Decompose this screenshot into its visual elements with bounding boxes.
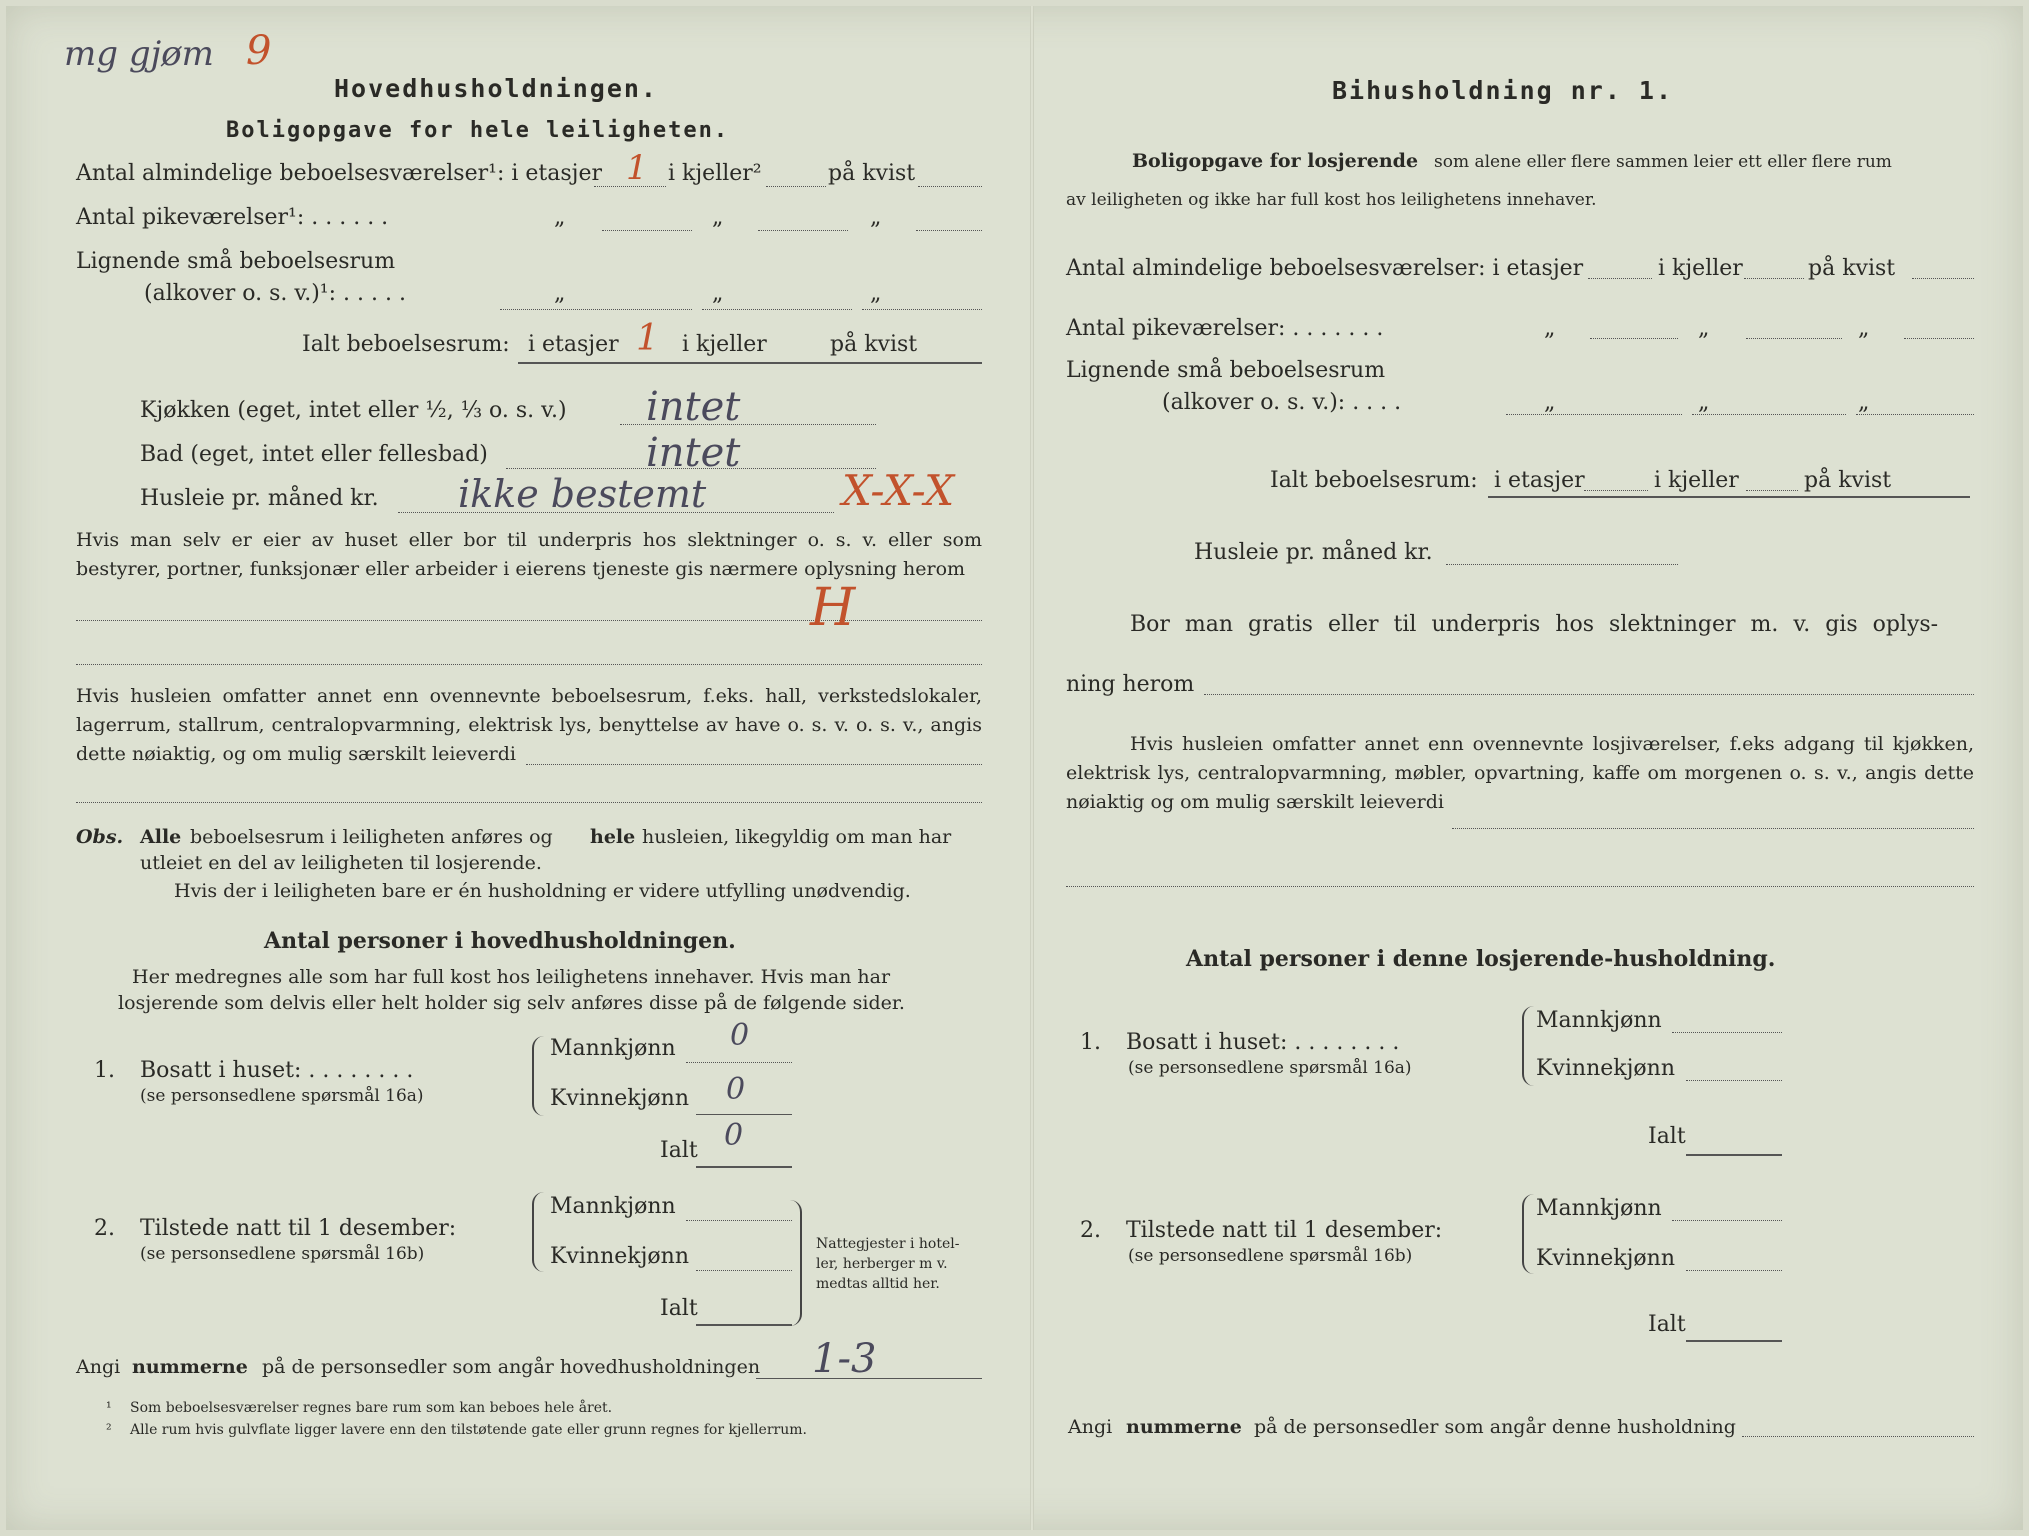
q1-male-value: 0 <box>730 1018 750 1053</box>
right-title: Bihusholdning nr. 1. <box>1332 76 1674 105</box>
left-title: Hovedhusholdningen. <box>334 74 658 103</box>
total-field-line <box>1686 1340 1782 1342</box>
rent-value: ikke bestemt <box>458 472 707 516</box>
field-line <box>916 230 982 231</box>
handwritten-annotation: mg gjøm <box>64 34 214 74</box>
kvist-field-line <box>918 186 982 187</box>
ditto-mark: „ <box>712 281 724 306</box>
lodger-intro: av leiligheten og ikke har full kost hos leilighetens innehaver. <box>1066 190 1597 210</box>
note-line: ler, herberger m v. <box>816 1256 948 1272</box>
male-field-line <box>686 1062 792 1063</box>
rent-includes-instruction: Hvis husleien omfatter annet enn ovennevnte losjiværelser, f.eks adgang til kjøkken, elektrisk lys, centralopvarmning, møbler, opvartning, kaffe om morgenen o. s. v., angis dette nøiaktig og om mulig særskilt leieverdi <box>1066 733 1974 813</box>
angi-label: nummerne <box>132 1356 248 1378</box>
ditto-mark: „ <box>870 205 882 230</box>
kvist-label: på kvist <box>828 161 916 186</box>
kvist-label: på kvist <box>1808 256 1896 281</box>
male-label: Mannkjønn <box>1536 1008 1662 1033</box>
question-reference: (se personsedlene spørsmål 16b) <box>1128 1246 1413 1266</box>
footnote-number: ² <box>106 1422 112 1438</box>
ditto-mark: „ <box>1698 390 1710 415</box>
rent-includes-field-line-2 <box>1066 886 1974 887</box>
bracket <box>1522 1194 1534 1274</box>
female-field-line <box>1686 1270 1782 1271</box>
question-reference: (se personsedlene spørsmål 16b) <box>140 1244 425 1264</box>
field-line <box>1912 278 1974 279</box>
free-lodging-field-line <box>1204 694 1974 695</box>
question-number: 1. <box>1080 1030 1101 1055</box>
ditto-mark: „ <box>1544 390 1556 415</box>
footnote-number: ¹ <box>106 1400 112 1416</box>
rent-field-line <box>1446 564 1678 565</box>
male-label: Mannkjønn <box>1536 1196 1662 1221</box>
obs-text: Alle <box>140 826 182 848</box>
field-line <box>1588 278 1652 279</box>
etasjer-value: 1 <box>626 148 648 188</box>
ditto-mark: „ <box>1698 316 1710 341</box>
etasjer-label: i etasjer <box>1494 468 1585 493</box>
total-line <box>518 362 982 364</box>
question-number: 2. <box>94 1216 115 1241</box>
field-line <box>1692 414 1846 415</box>
small-rooms-label: Lignende små beboelsesrum <box>76 249 396 274</box>
angi-label: på de personsedler som angår denne husholdning <box>1254 1416 1736 1438</box>
rent-cross-marks: X-X-X <box>842 466 955 515</box>
q1-female-value: 0 <box>726 1072 746 1107</box>
field-line <box>1590 338 1678 339</box>
present-label: Tilstede natt til 1 desember: <box>140 1216 457 1241</box>
female-field-line <box>696 1114 792 1115</box>
field-line <box>1904 338 1974 339</box>
field-line <box>862 309 982 310</box>
persons-heading: Antal personer i hovedhusholdningen. <box>264 928 736 954</box>
field-line <box>1746 338 1842 339</box>
obs-text: beboelsesrum i leiligheten anføres og <box>190 826 553 848</box>
resident-label: Bosatt i huset: . . . . . . . . <box>1126 1030 1400 1055</box>
bracket <box>1522 1006 1534 1086</box>
footnote-2: Alle rum hvis gulvflate ligger lavere enn den tilstøtende gate eller grunn regnes for kjellerrum. <box>130 1422 807 1438</box>
owner-instruction: Hvis man selv er eier av huset eller bor til underpris hos slektninger o. s. v. eller som bestyrer, portner, funksjonær eller arbeider i eierens tjeneste gis nærmere oplysning herom <box>76 529 982 580</box>
question-number: 2. <box>1080 1218 1101 1243</box>
present-label: Tilstede natt til 1 desember: <box>1126 1218 1443 1243</box>
ditto-mark: „ <box>554 281 566 306</box>
kvist-label: på kvist <box>1804 468 1892 493</box>
field-line <box>702 309 852 310</box>
resident-label: Bosatt i huset: . . . . . . . . <box>140 1058 414 1083</box>
obs-text: Hvis der i leiligheten bare er én husholdning er videre utfylling unødvendig. <box>174 880 911 902</box>
persons-heading: Antal personer i denne losjerende-husholdning. <box>1186 946 1776 972</box>
female-field-line <box>1686 1080 1782 1081</box>
kjeller-label: i kjeller <box>682 332 767 357</box>
obs-text: husleien, likegyldig om man har <box>642 826 952 848</box>
total-label: Ialt <box>1648 1124 1686 1149</box>
total-label: Ialt <box>660 1296 698 1321</box>
maid-rooms-label: Antal pikeværelser: . . . . . . . <box>1066 316 1384 341</box>
total-field-line <box>696 1324 792 1326</box>
female-label: Kvinnekjønn <box>550 1086 689 1111</box>
bracket <box>532 1036 544 1116</box>
field-line <box>500 309 692 310</box>
kjeller-label: i kjeller² <box>668 161 762 186</box>
ditto-mark: „ <box>870 281 882 306</box>
persons-instruction: losjerende som delvis eller helt holder sig selv anføres disse på de følgende sider. <box>118 992 905 1014</box>
kvist-label: på kvist <box>830 332 918 357</box>
female-field-line <box>696 1270 792 1271</box>
room-count-label: Antal almindelige beboelsesværelser¹: i etasjer <box>76 161 603 186</box>
question-number: 1. <box>94 1058 115 1083</box>
handwritten-mark: H <box>810 578 856 638</box>
owner-field-line-2 <box>76 664 982 665</box>
lodger-intro: som alene eller flere sammen leier ett eller flere rum <box>1434 152 1892 172</box>
angi-label: Angi <box>76 1356 121 1378</box>
field-line <box>1584 490 1648 491</box>
field-line <box>1506 414 1682 415</box>
female-label: Kvinnekjønn <box>1536 1056 1675 1081</box>
maid-rooms-label: Antal pikeværelser¹: . . . . . . <box>76 205 389 230</box>
free-lodging-text: Bor man gratis eller til underpris hos slektninger m. v. gis oplys- <box>1130 612 1939 637</box>
field-line <box>1856 414 1974 415</box>
obs-text: utleiet en del av leiligheten til losjerende. <box>140 852 542 874</box>
ditto-mark: „ <box>1858 390 1870 415</box>
male-label: Mannkjønn <box>550 1036 676 1061</box>
census-form-sheet <box>6 6 2023 1530</box>
etasjer-label: i etasjer <box>528 332 619 357</box>
rent-includes-instruction: Hvis husleien omfatter annet enn ovennevnte beboelsesrum, f.eks. hall, verkstedslokaler, lagerrum, stallrum, centralopvarmning, elektrisk lys, benyttelse av have o. s. v. o. s. v., angis dette nøiaktig, og om mulig særskilt leieverdi <box>76 685 982 765</box>
persons-instruction: Her medregnes alle som har full kost hos leilighetens innehaver. Hvis man har <box>132 966 891 988</box>
female-label: Kvinnekjønn <box>1536 1246 1675 1271</box>
male-label: Mannkjønn <box>550 1194 676 1219</box>
lodger-intro: Boligopgave for losjerende <box>1132 150 1419 172</box>
total-label: Ialt <box>660 1138 698 1163</box>
angi-label: Angi <box>1068 1416 1113 1438</box>
male-field-line <box>1672 1220 1782 1221</box>
left-subtitle: Boligopgave for hele leiligheten. <box>226 118 730 143</box>
room-count-label: Antal almindelige beboelsesværelser: i etasjer <box>1066 256 1584 281</box>
total-label: Ialt <box>1648 1312 1686 1337</box>
obs-text: hele <box>590 826 636 848</box>
total-etasjer-value: 1 <box>636 318 659 359</box>
ditto-mark: „ <box>554 205 566 230</box>
male-field-line <box>1672 1032 1782 1033</box>
kitchen-label: Kjøkken (eget, intet eller ½, ⅓ o. s. v.) <box>140 398 567 423</box>
kjeller-field-line <box>766 186 826 187</box>
total-field-line <box>1686 1154 1782 1156</box>
bath-label: Bad (eget, intet eller fellesbad) <box>140 442 488 467</box>
question-reference: (se personsedlene spørsmål 16a) <box>1128 1058 1412 1078</box>
ditto-mark: „ <box>1544 316 1556 341</box>
rent-label: Husleie pr. måned kr. <box>1194 540 1433 565</box>
small-rooms-label: Lignende små beboelsesrum <box>1066 358 1386 383</box>
field-line <box>758 230 848 231</box>
note-line: Nattegjester i hotel- <box>816 1236 960 1252</box>
alcove-label: (alkover o. s. v.): . . . . <box>1162 390 1402 415</box>
field-line <box>1744 278 1804 279</box>
note-line: medtas alltid her. <box>816 1276 940 1292</box>
angi-label: på de personsedler som angår hovedhusholdningen <box>262 1356 761 1378</box>
footnote-1: Som beboelsesværelser regnes bare rum som kan beboes hele året. <box>130 1400 613 1416</box>
angi-label: nummerne <box>1126 1416 1242 1438</box>
kjeller-label: i kjeller <box>1658 256 1743 281</box>
page-fold <box>1030 6 1034 1530</box>
overnight-guests-note <box>816 1234 959 1294</box>
kjeller-label: i kjeller <box>1654 468 1739 493</box>
kitchen-value: intet <box>646 384 741 430</box>
angi-value: 1-3 <box>812 1336 877 1382</box>
angi-field-line <box>1742 1436 1974 1437</box>
total-line <box>1488 496 1970 498</box>
male-field-line <box>686 1220 792 1221</box>
rent-includes-field-line <box>526 764 982 765</box>
total-field-line <box>696 1166 792 1168</box>
rent-label: Husleie pr. måned kr. <box>140 486 379 511</box>
question-reference: (se personsedlene spørsmål 16a) <box>140 1086 424 1106</box>
field-line <box>1746 490 1798 491</box>
q1-total-value: 0 <box>724 1118 744 1153</box>
bracket <box>532 1192 544 1272</box>
obs-label: Obs. <box>76 826 124 848</box>
rent-includes-field-line <box>1452 828 1974 829</box>
ditto-mark: „ <box>1858 316 1870 341</box>
total-rooms-label: Ialt beboelsesrum: <box>1270 468 1478 493</box>
total-rooms-label: Ialt beboelsesrum: <box>302 332 510 357</box>
bracket <box>790 1200 802 1326</box>
bath-value: intet <box>646 430 741 476</box>
alcove-label: (alkover o. s. v.)¹: . . . . . <box>144 281 406 306</box>
ditto-mark: „ <box>712 205 724 230</box>
free-lodging-text: ning herom <box>1066 672 1195 697</box>
handwritten-number: 9 <box>246 28 272 74</box>
field-line <box>602 230 692 231</box>
rent-includes-field-line-2 <box>76 802 982 803</box>
female-label: Kvinnekjønn <box>550 1244 689 1269</box>
